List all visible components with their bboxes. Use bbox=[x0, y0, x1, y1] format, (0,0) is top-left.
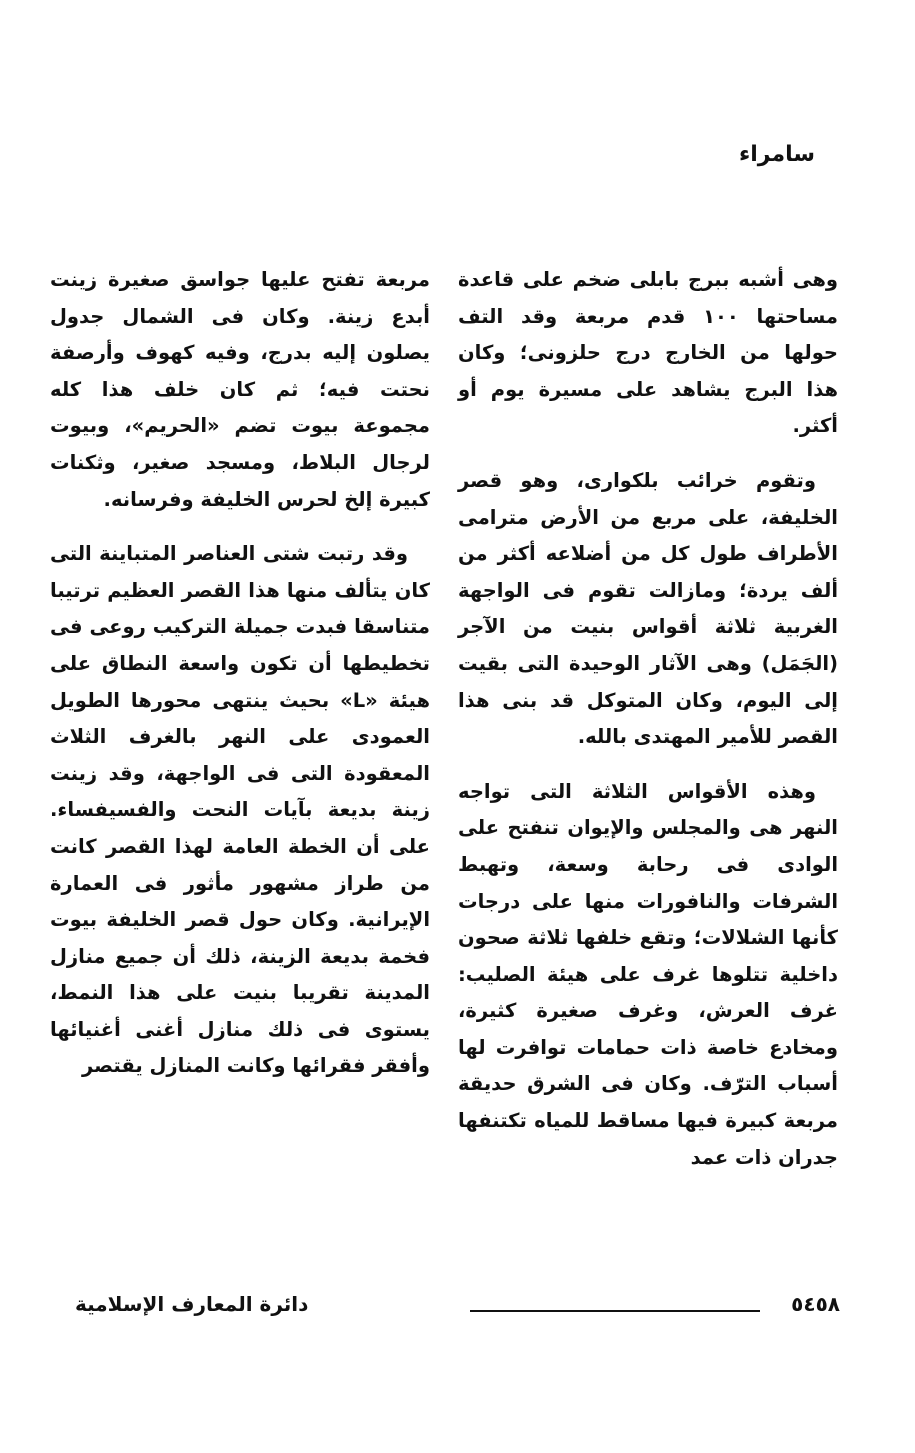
page-number: ٥٤٥٨ bbox=[791, 1292, 840, 1316]
paragraph: وتقوم خرائب بلكوارى، وهو قصر الخليفة، على مربع من الأرض مترامى الأطراف طول كل من أضلاعه أكثر من ألف يردة؛ ومازالت تقوم فى الواجهة الغربية ثلاثة أقواس بنيت من الآجر (الجَمَل) وهى الآثار الوحيدة التى بقيت إلى اليوم، وكان المتوكل قد بنى هذا القصر للأمير المهتدى بالله. bbox=[458, 468, 838, 749]
paragraph: وهذه الأقواس الثلاثة التى تواجه النهر هى والمجلس والإيوان تنفتح على الوادى فى رحابة وسعة، وتهبط الشرفات والنافورات منها على درجات كأنها الشلالات؛ وتقع خلفها ثلاثة صحون داخلية تتلوها غرف على هيئة الصليب: غرف العرش، وغرف صغيرة كثيرة، ومخادع خاصة ذات حمامات توافرت لها أسباب الترّف. وكان فى الشرق حديقة مربعة كبيرة فيها مساقط للمياه تكتنفها جدران ذات عمد bbox=[458, 779, 838, 1169]
footer-divider bbox=[470, 1310, 760, 1312]
paragraph: مربعة تفتح عليها جواسق صغيرة زينت أبدع زينة. وكان فى الشمال جدول يصلون إليه بدرج، وفيه كهوف وأرصفة نحتت فيه؛ ثم كان خلف هذا كله مجموعة بيوت تضم «الحريم»، وبيوت لرجال البلاط، ومسجد صغير، وثكنات كبيرة إلخ لحرس الخليفة وفرسانه. bbox=[50, 268, 430, 511]
running-header-title: سامراء bbox=[739, 142, 815, 167]
publication-title: دائرة المعارف الإسلامية bbox=[75, 1292, 309, 1316]
paragraph: وهى أشبه ببرج بابلى ضخم على قاعدة مساحتها ١٠٠ قدم مربعة وقد التف حولها من الخارج درج حلزونى؛ وكان هذا البرج يشاهد على مسيرة يوم أو أكثر. bbox=[458, 268, 838, 438]
paragraph: وقد رتبت شتى العناصر المتباينة التى كان يتألف منها هذا القصر العظيم ترتيبا متناسقا فبدت جميلة التركيب روعى فى تخطيطها أن تكون واسعة النطاق على هيئة «L» بحيث ينتهى محورها الطويل العمودى على النهر بالغرف الثلاث المعقودة التى فى الواجهة، وقد زينت زينة بديعة بآيات النحت والفسيفساء. على أن الخطة العامة لهذا القصر كانت من طراز مشهور مأثور فى العمارة الإيرانية. وكان حول قصر الخليفة بيوت فخمة بديعة الزينة، ذلك أن جميع منازل المدينة تقريبا بنيت على هذا النمط، يستوى فى ذلك منازل أغنى أغنيائها وأفقر فقرائها وكانت المنازل يقتصر bbox=[50, 542, 430, 1078]
left-column bbox=[50, 262, 430, 1103]
page-footer bbox=[75, 1292, 840, 1332]
right-column bbox=[458, 262, 838, 1194]
